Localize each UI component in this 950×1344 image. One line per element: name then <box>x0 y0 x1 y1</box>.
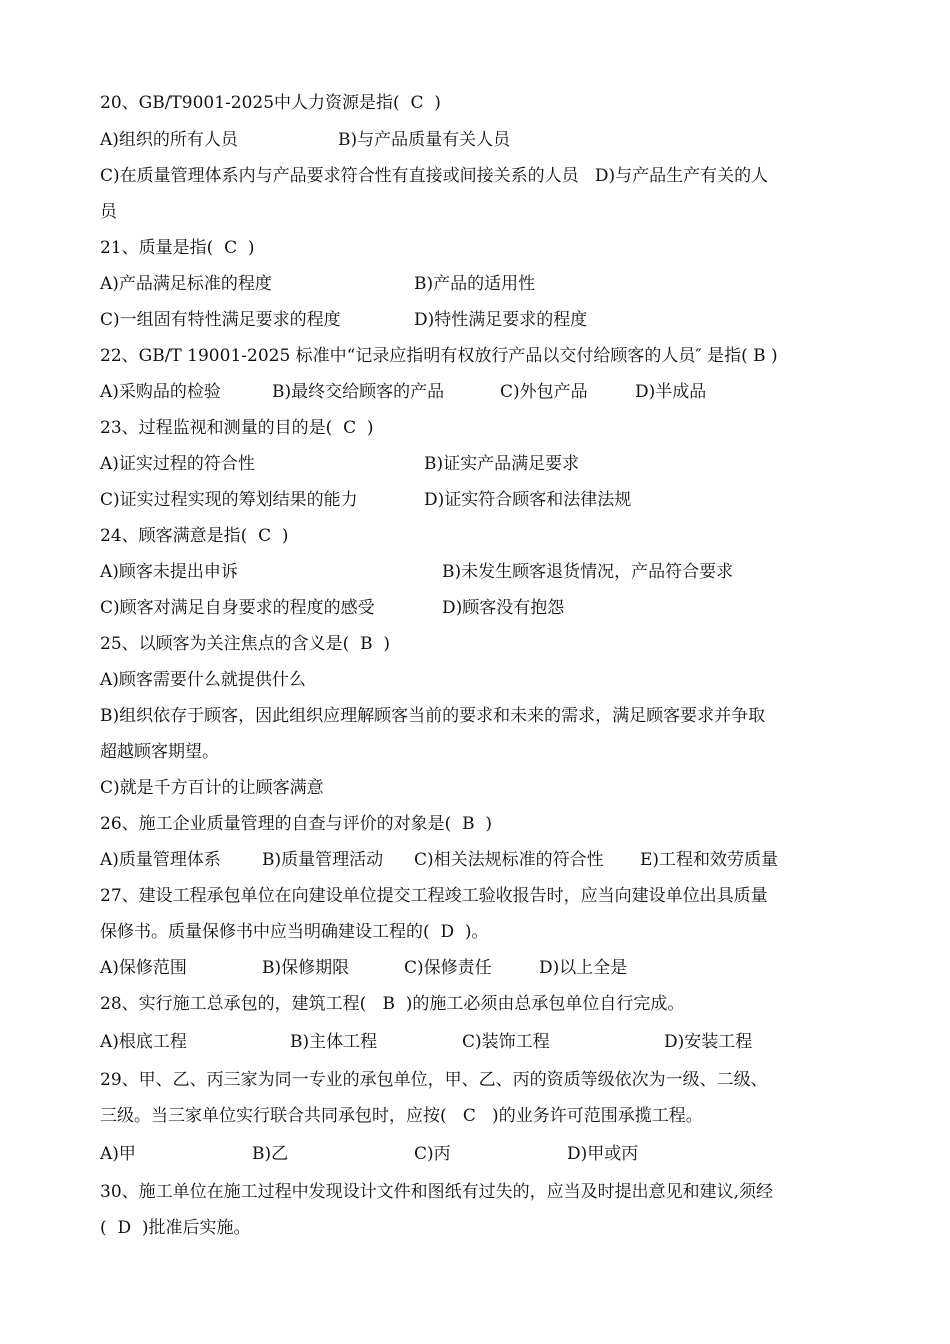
question-25-option-b-wrap: 超越顾客期望。 <box>100 742 219 762</box>
question-20-option-b: B)与产品质量有关人员 <box>338 130 511 150</box>
question-22-stem: 22、GB/T 19001-2025 标准中“记录应指明有权放行产品以交付给顾客的人员″ 是指( B ) <box>100 346 778 366</box>
question-22-option-c: C)外包产品 <box>500 382 588 402</box>
question-29-option-c: C)丙 <box>414 1144 451 1164</box>
question-24-stem: 24、顾客满意是指( C ) <box>100 526 289 546</box>
question-27-option-d: D)以上全是 <box>539 958 628 978</box>
question-26-option-c: C)相关法规标准的符合性 <box>414 850 604 870</box>
question-21-option-c: C)一组固有特性满足要求的程度 <box>100 310 341 330</box>
question-20-option-a: A)组织的所有人员 <box>100 130 238 150</box>
question-26-option-b: B)质量管理活动 <box>262 850 384 870</box>
question-29-option-a: A)甲 <box>100 1144 136 1164</box>
question-21-option-a: A)产品满足标准的程度 <box>100 274 272 294</box>
question-24-option-c: C)顾客对满足自身要求的程度的感受 <box>100 598 375 618</box>
question-29-stem: 29、甲、乙、丙三家为同一专业的承包单位，甲、乙、丙的资质等级依次为一级、二级、 <box>100 1070 768 1090</box>
question-25-option-b: B)组织依存于顾客，因此组织应理解顾客当前的要求和未来的需求，满足顾客要求并争取 <box>100 706 766 726</box>
question-23-option-a: A)证实过程的符合性 <box>100 454 255 474</box>
question-21-stem: 21、质量是指( C ) <box>100 238 255 258</box>
question-23-option-c: C)证实过程实现的筹划结果的能力 <box>100 490 358 510</box>
question-24-option-b: B)未发生顾客退货情况，产品符合要求 <box>442 562 734 582</box>
question-20-option-c-d: C)在质量管理体系内与产品要求符合性有直接或间接关系的人员 D)与产品生产有关的人 <box>100 166 769 186</box>
question-21-option-b: B)产品的适用性 <box>414 274 536 294</box>
question-27-stem-wrap: 保修书。质量保修书中应当明确建设工程的( D )。 <box>100 922 489 942</box>
question-28-option-d: D)安装工程 <box>664 1032 753 1052</box>
question-25-stem: 25、以顾客为关注焦点的含义是( B ) <box>100 634 391 654</box>
question-30-stem: 30、施工单位在施工过程中发现设计文件和图纸有过失的，应当及时提出意见和建议,须经 <box>100 1182 774 1202</box>
question-26-stem: 26、施工企业质量管理的自查与评价的对象是( B ) <box>100 814 493 834</box>
question-29-option-b: B)乙 <box>252 1144 289 1164</box>
question-27-option-b: B)保修期限 <box>262 958 350 978</box>
question-28-stem: 28、实行施工总承包的，建筑工程( B )的施工必须由总承包单位自行完成。 <box>100 994 685 1014</box>
question-28-option-a: A)根底工程 <box>100 1032 187 1052</box>
question-23-option-b: B)证实产品满足要求 <box>424 454 580 474</box>
question-25-option-a: A)顾客需要什么就提供什么 <box>100 670 306 690</box>
question-22-option-b: B)最终交给顾客的产品 <box>272 382 445 402</box>
question-25-option-c: C)就是千方百计的让顾客满意 <box>100 778 324 798</box>
question-27-option-a: A)保修范围 <box>100 958 187 978</box>
question-23-stem: 23、过程监视和测量的目的是( C ) <box>100 418 374 438</box>
question-29-stem-wrap: 三级。当三家单位实行联合共同承包时，应按( C )的业务许可范围承揽工程。 <box>100 1106 703 1126</box>
question-22-option-a: A)采购品的检验 <box>100 382 221 402</box>
question-23-option-d: D)证实符合顾客和法律法规 <box>424 490 632 510</box>
question-27-stem: 27、建设工程承包单位在向建设单位提交工程竣工验收报告时，应当向建设单位出具质量 <box>100 886 768 906</box>
question-26-option-e: E)工程和效劳质量 <box>640 850 779 870</box>
question-26-option-a: A)质量管理体系 <box>100 850 221 870</box>
question-30-stem-wrap: ( D )批准后实施。 <box>100 1218 251 1238</box>
question-20-wrap: 员 <box>100 202 117 222</box>
question-24-option-d: D)顾客没有抱怨 <box>442 598 565 618</box>
question-22-option-d: D)半成品 <box>635 382 707 402</box>
question-28-option-c: C)装饰工程 <box>462 1032 550 1052</box>
question-21-option-d: D)特性满足要求的程度 <box>414 310 588 330</box>
question-27-option-c: C)保修责任 <box>404 958 492 978</box>
question-28-option-b: B)主体工程 <box>290 1032 378 1052</box>
question-20-stem: 20、GB/T9001-2025中人力资源是指( C ) <box>100 93 441 113</box>
question-24-option-a: A)顾客未提出申诉 <box>100 562 238 582</box>
question-29-option-d: D)甲或丙 <box>567 1144 639 1164</box>
